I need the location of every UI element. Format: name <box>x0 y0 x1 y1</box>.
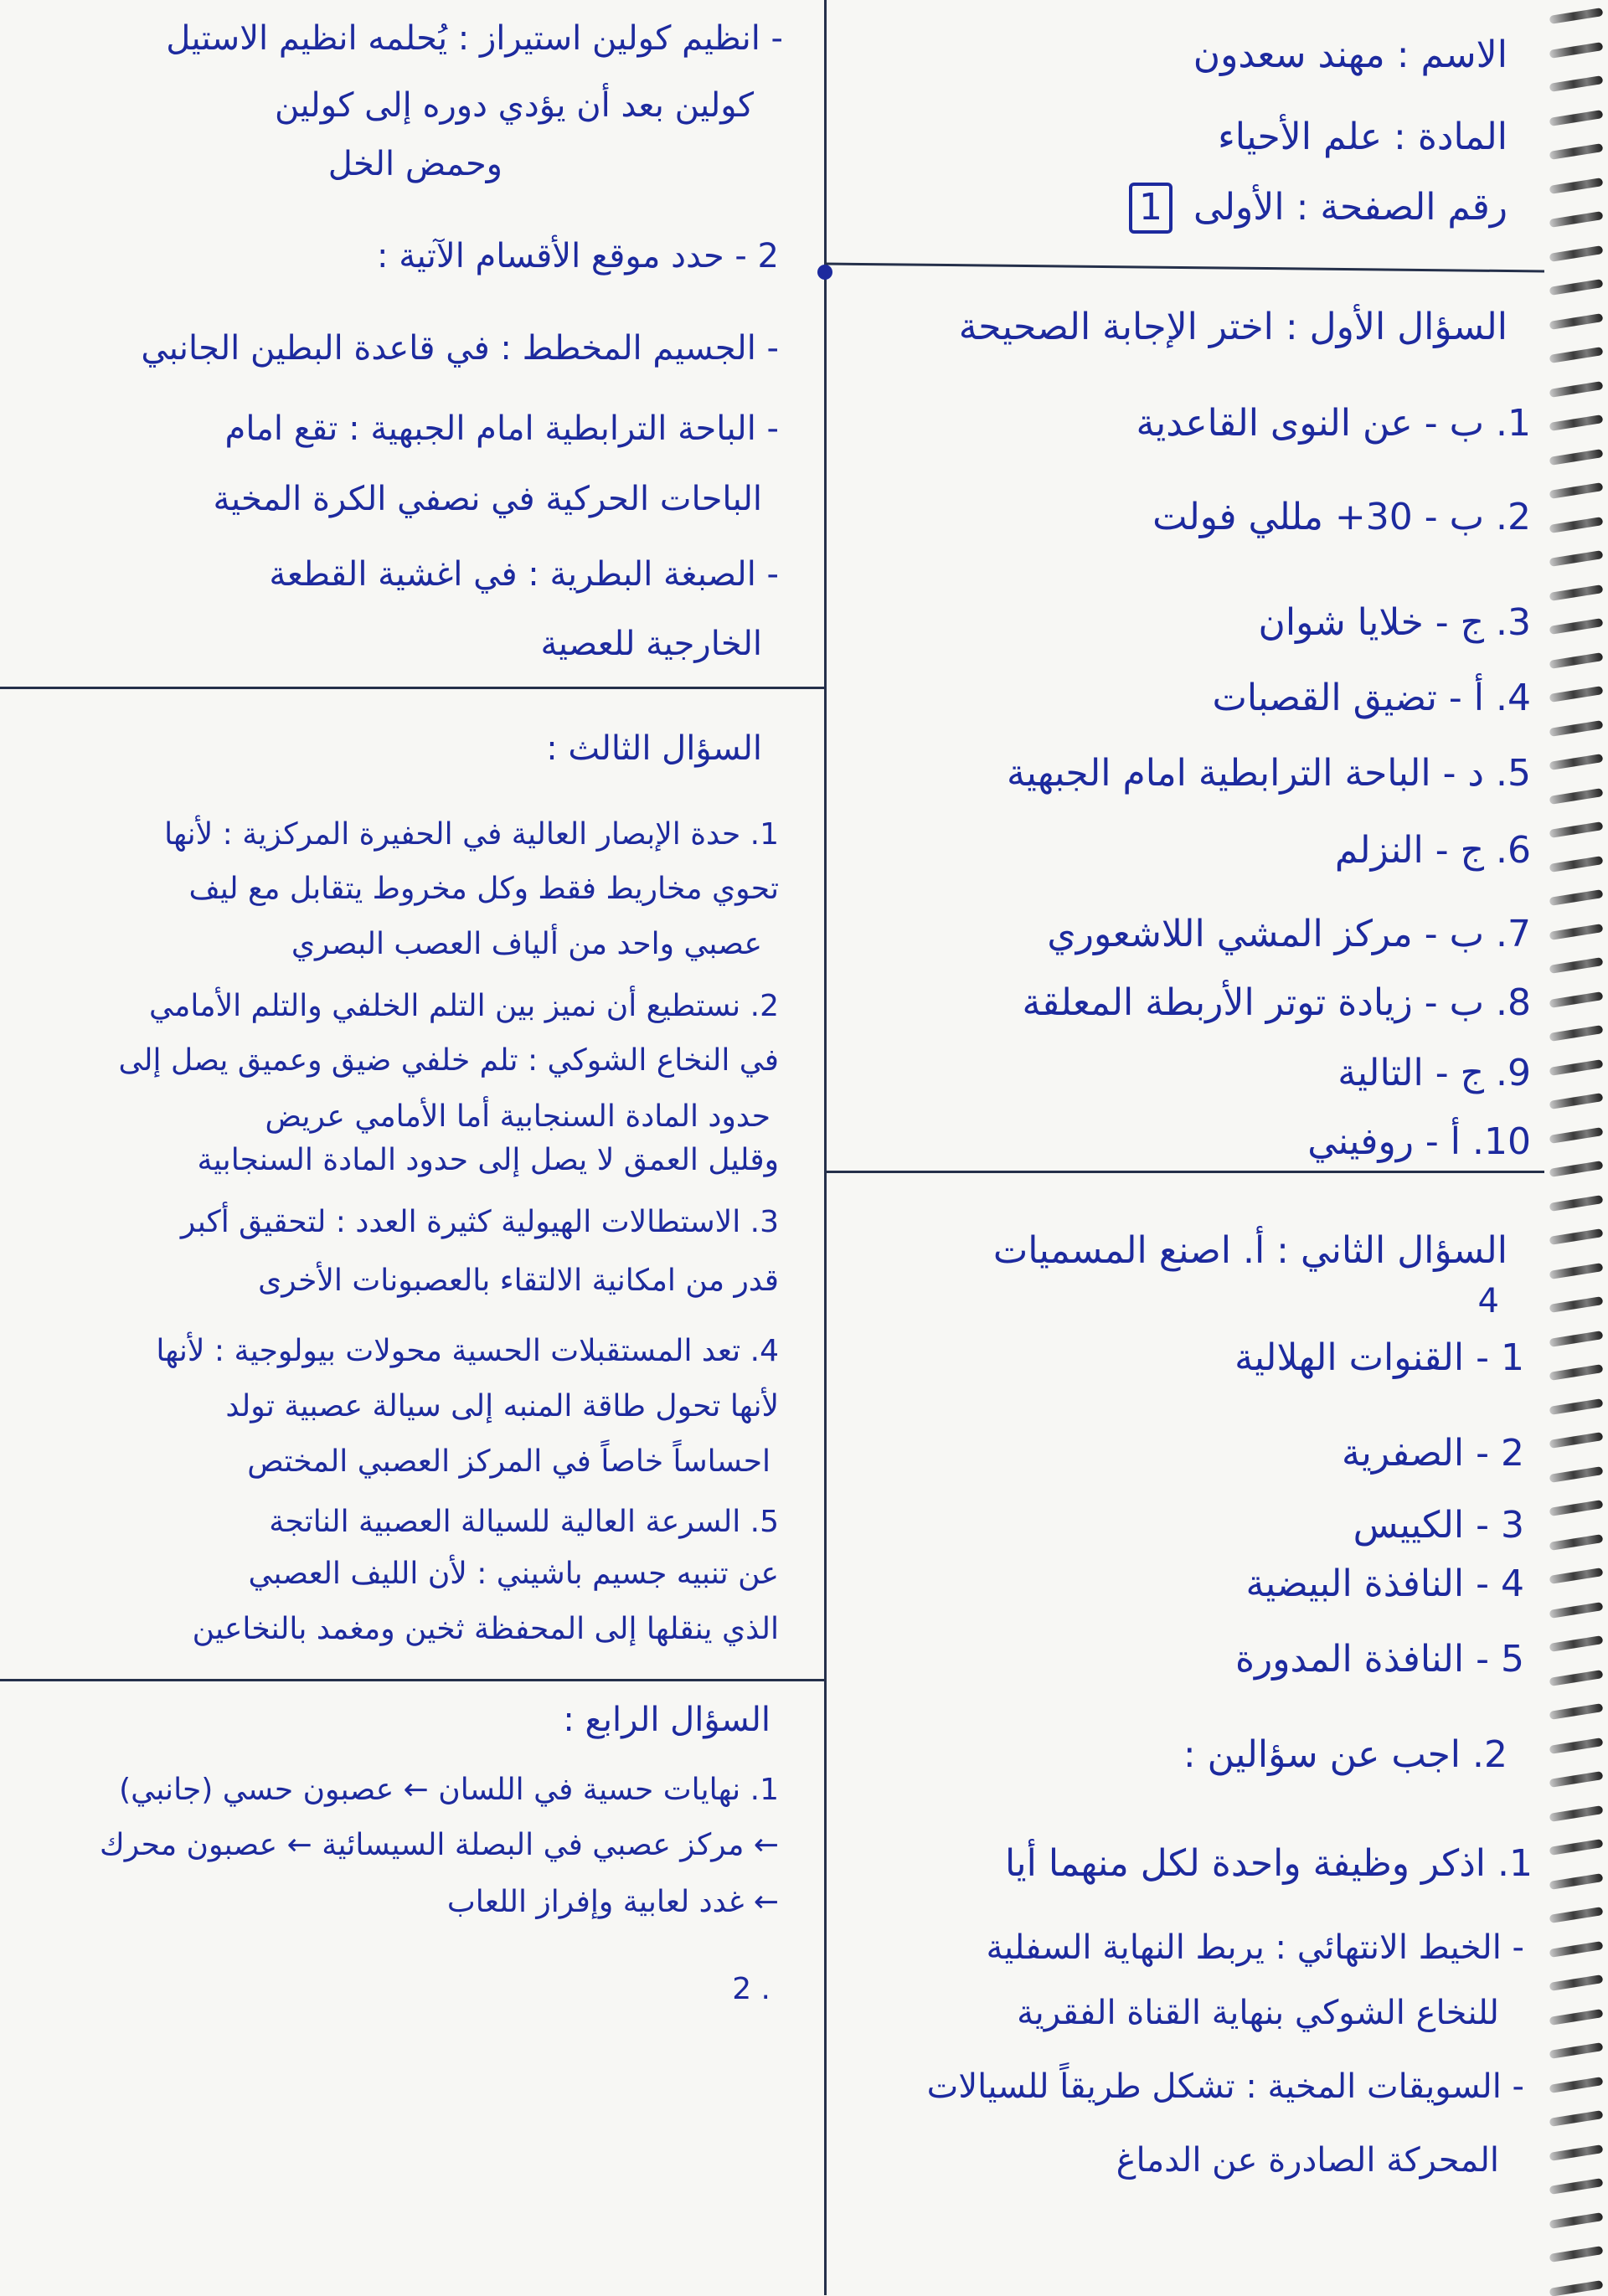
q2-part2-subtitle: 1. اذكر وظيفة واحدة لكل منهما أيا <box>1004 1842 1533 1885</box>
spiral-ring <box>1549 1296 1604 1313</box>
spiral-ring <box>1549 1873 1604 1890</box>
spiral-ring <box>1549 143 1604 160</box>
spiral-ring <box>1549 924 1604 940</box>
q3-divider-left <box>0 687 824 689</box>
spiral-ring <box>1549 2042 1604 2059</box>
spiral-ring <box>1549 1432 1604 1449</box>
q2-mark: 4 <box>1477 1282 1499 1320</box>
spiral-ring <box>1549 2077 1604 2093</box>
page-label <box>1193 186 1508 230</box>
spiral-ring <box>1549 2009 1604 2026</box>
q1-answer: 1. ب - عن النوى القاعدية <box>1136 402 1531 445</box>
center-divider <box>824 0 827 2295</box>
spiral-ring <box>1549 957 1604 974</box>
spiral-ring <box>1549 1703 1604 1720</box>
q2-part2-line: للنخاع الشوكي بنهاية القناة الفقرية <box>1017 1994 1499 2032</box>
q2-answer: 5 - النافذة المدورة <box>1234 1638 1524 1681</box>
spiral-ring <box>1549 720 1604 737</box>
spiral-ring <box>1549 1025 1604 1042</box>
student-name: الاسم : مهند سعدون <box>1193 33 1508 76</box>
q3-line: 3. الاستطالات الهيولية كثيرة العدد : لتحقيق أكبر <box>180 1205 779 1239</box>
spiral-ring <box>1549 245 1604 262</box>
spiral-ring <box>1549 414 1604 431</box>
spiral-ring <box>1549 1161 1604 1177</box>
spiral-binding-icon <box>1541 0 1608 2295</box>
spiral-ring <box>1549 178 1604 194</box>
spiral-ring <box>1549 1670 1604 1686</box>
spiral-ring <box>1549 821 1604 838</box>
spiral-ring <box>1549 754 1604 770</box>
q3-title: السؤال الثالث : <box>546 729 762 768</box>
q2-divider-right <box>824 1171 1544 1173</box>
spiral-ring <box>1549 1771 1604 1788</box>
spiral-ring <box>1549 550 1604 567</box>
q4-divider-left <box>0 1679 824 1681</box>
spiral-ring <box>1549 449 1604 466</box>
spiral-ring <box>1549 42 1604 59</box>
spiral-ring <box>1549 75 1604 92</box>
spiral-ring <box>1549 2246 1604 2263</box>
q2-title: السؤال الثاني : أ. اصنع المسميات <box>992 1229 1508 1272</box>
q1-title: السؤال الأول : اختر الإجابة الصحيحة <box>958 306 1508 348</box>
q3-line: 5. السرعة العالية للسيالة العصبية الناتجة <box>269 1505 779 1539</box>
spiral-ring <box>1549 211 1604 228</box>
spiral-ring <box>1549 618 1604 635</box>
spiral-ring <box>1549 686 1604 703</box>
q1-answer: 10. أ - روفيني <box>1307 1120 1531 1163</box>
spiral-ring <box>1549 652 1604 669</box>
spiral-ring <box>1549 1974 1604 1991</box>
spiral-ring <box>1549 2178 1604 2195</box>
spiral-ring <box>1549 1635 1604 1652</box>
spiral-ring <box>1549 347 1604 363</box>
spiral-ring <box>1549 1568 1604 1584</box>
q1-answer: 9. ج - التالية <box>1337 1052 1531 1094</box>
spiral-ring <box>1549 1907 1604 1923</box>
spiral-ring <box>1549 110 1604 126</box>
q2b-line: - الصبغة البطرية : في اغشية القطعة <box>269 555 779 594</box>
spiral-ring <box>1549 1805 1604 1822</box>
q4-line: ← غدد لعابية وإفراز اللعاب <box>446 1885 779 1919</box>
q3-line: حدود المادة السنجابية أما الأمامي عريض <box>265 1099 770 1134</box>
header-divider <box>824 262 1544 272</box>
q2b-title: 2 - حدد موقع الأقسام الآتية : <box>377 237 779 275</box>
q2-part2-line: المحركة الصادرة عن الدماغ <box>1116 2141 1499 2180</box>
spiral-ring <box>1549 1195 1604 1212</box>
spiral-ring <box>1549 1263 1604 1279</box>
spiral-ring <box>1549 482 1604 499</box>
spiral-ring <box>1549 991 1604 1008</box>
spiral-ring <box>1549 2212 1604 2229</box>
spiral-ring <box>1549 584 1604 601</box>
q4-line: 1. نهايات حسية في اللسان ← عصبون حسي (جانبي) <box>119 1773 779 1807</box>
page-number-box: 1 <box>1129 183 1172 234</box>
spiral-ring <box>1549 517 1604 533</box>
q2b-line: الباحات الحركية في نصفي الكرة المخية <box>213 480 762 518</box>
q1-answer: 3. ج - خلايا شوان <box>1258 601 1531 644</box>
q3-line: عن تنبيه جسيم باشيني : لأن الليف العصبي <box>248 1557 779 1591</box>
q2-part2-line: - السويقات المخية : تشكل طريقاً للسيالات <box>926 2067 1524 2106</box>
spiral-ring <box>1549 1093 1604 1109</box>
q2b-line: - الباحة الترابطية امام الجبهية : تقع امام <box>224 409 779 448</box>
left-top-line: - انظيم كولين استيراز : يُحلمه انظيم الاستيل <box>166 19 783 58</box>
spiral-ring <box>1549 1941 1604 1958</box>
q2-part2-title: 2. اجب عن سؤالين : <box>1183 1733 1508 1776</box>
q4-line: ← مركز عصبي في البصلة السيسائية ← عصبون محرك <box>100 1828 779 1862</box>
spiral-ring <box>1549 313 1604 330</box>
q3-line: 4. تعد المستقبلات الحسية محولات بيولوجية : لأنها <box>156 1334 779 1368</box>
q2-answer: 4 - النافذة البيضية <box>1245 1562 1524 1605</box>
spiral-ring <box>1549 788 1604 805</box>
spiral-ring <box>1549 1127 1604 1144</box>
q3-line: في النخاع الشوكي : تلم خلفي ضيق وعميق يصل إلى <box>118 1043 779 1078</box>
left-top-line: وحمض الخل <box>327 145 502 183</box>
q1-answer: 5. د - الباحة الترابطية امام الجبهية <box>1007 752 1531 795</box>
q1-answer: 2. ب - 30+ مللي فولت <box>1152 496 1531 538</box>
page-label-text: رقم الصفحة : الأولى <box>1193 186 1508 229</box>
left-top-line: كولين بعد أن يؤدي دوره إلى كولين <box>275 86 754 125</box>
q3-line: احساساً خاصاً في المركز العصبي المختص <box>247 1444 770 1479</box>
q2-answer: 2 - الصفرية <box>1341 1432 1524 1475</box>
spiral-ring <box>1549 279 1604 296</box>
q1-answer: 4. أ - تضيق القصبات <box>1212 677 1531 719</box>
spiral-ring <box>1549 1500 1604 1516</box>
spiral-ring <box>1549 1398 1604 1415</box>
q3-line: تحوي مخاريط فقط وكل مخروط يتقابل مع ليف <box>188 872 779 906</box>
spiral-ring <box>1549 1364 1604 1381</box>
q2b-line: - الجسيم المخطط : في قاعدة البطين الجانبي <box>141 329 779 368</box>
q3-line: وقليل العمق لا يصل إلى حدود المادة السنجابية <box>197 1143 779 1177</box>
spiral-ring <box>1549 2144 1604 2161</box>
q3-line: 2. نستطيع أن نميز بين التلم الخلفي والتلم الأمامي <box>149 989 779 1023</box>
spiral-ring <box>1549 1466 1604 1483</box>
spiral-ring <box>1549 8 1604 24</box>
q3-line: قدر من امكانية الالتقاء بالعصبونات الأخرى <box>258 1264 779 1298</box>
q2-answer: 1 - القنوات الهلالية <box>1234 1336 1524 1379</box>
spiral-ring <box>1549 1228 1604 1245</box>
spiral-ring <box>1549 1602 1604 1619</box>
spiral-ring <box>1549 1839 1604 1856</box>
spiral-ring <box>1549 1737 1604 1754</box>
q1-answer: 8. ب - زيادة توتر الأربطة المعلقة <box>1022 981 1531 1024</box>
q2-part2-line: - الخيط الانتهائي : يربط النهاية السفلية <box>986 1928 1524 1967</box>
spiral-ring <box>1549 2110 1604 2127</box>
spiral-ring <box>1549 381 1604 398</box>
spiral-ring <box>1549 1534 1604 1551</box>
spiral-ring <box>1549 856 1604 873</box>
spiral-ring <box>1549 2280 1604 2296</box>
q1-answer: 6. ج - النزلم <box>1334 829 1531 872</box>
q3-line: لأنها تحول طاقة المنبه إلى سيالة عصبية تولد <box>225 1389 779 1423</box>
q4-item-2: 2 . <box>732 1972 770 2006</box>
q3-line: عصبي واحد من ألياف العصب البصري <box>291 927 762 961</box>
spiral-ring <box>1549 889 1604 906</box>
divider-junction-dot <box>817 265 832 280</box>
subject-line: المادة : علم الأحياء <box>1218 116 1508 158</box>
q1-answer: 7. ب - مركز المشي اللاشعوري <box>1047 913 1531 955</box>
spiral-ring <box>1549 1331 1604 1347</box>
q3-line: 1. حدة الإبصار العالية في الحفيرة المركزية : لأنها <box>164 817 779 852</box>
q3-line: الذي ينقلها إلى المحفظة ثخين ومغمد بالنخاعين <box>192 1612 779 1646</box>
q4-title: السؤال الرابع : <box>563 1701 770 1739</box>
q2-answer: 3 - الكييس <box>1353 1504 1524 1547</box>
spiral-ring <box>1549 1059 1604 1076</box>
q2b-line: الخارجية للعصية <box>540 625 762 663</box>
